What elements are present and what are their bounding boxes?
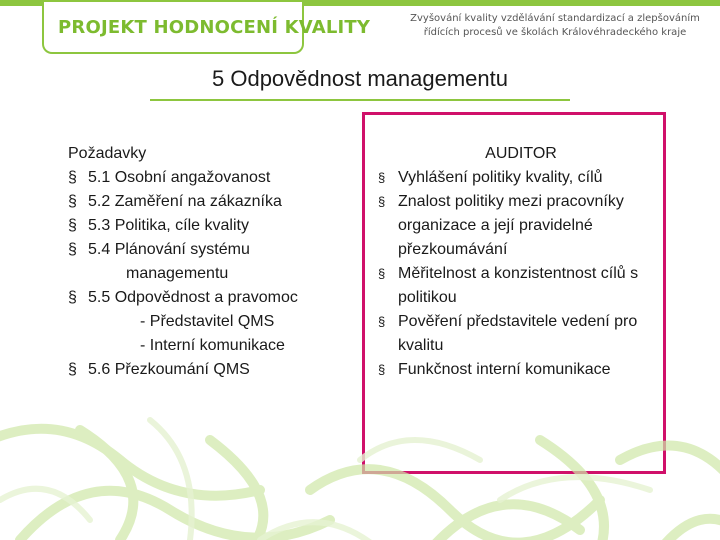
list-item [68,286,368,358]
bullet-icon: § [378,362,386,377]
project-logo [42,2,371,54]
list-item [376,358,666,382]
item-text: Měřitelnost a konzistentnost cílů s politikou [398,265,639,306]
list-item [376,166,666,190]
bullet-icon: § [68,217,77,234]
bullet-icon: § [378,314,386,329]
item-text: 5.6 Přezkoumání QMS [88,361,250,378]
bullet-icon: § [68,169,77,186]
auditor-list [376,166,666,382]
list-item [376,310,666,358]
item-text: Funkčnost interní komunikace [398,361,611,378]
title-underline [150,99,570,101]
requirements-list [68,166,368,382]
bullet-icon: § [68,361,77,378]
requirements-column [68,142,368,382]
slide-title: 5 Odpovědnost managementu [212,66,508,91]
item-text: 5.1 Osobní angažovanost [88,169,271,186]
header-tagline: Zvyšování kvality vzdělávání standardizací a zlepšováním řídících procesů ve školách Královéhradeckého kraje [410,13,700,38]
item-text: Vyhlášení politiky kvality, cílů [398,169,603,186]
header [0,0,720,62]
logo-text: PROJEKT HODNOCENÍ KVALITY [58,17,371,38]
bullet-icon: § [378,170,386,185]
bullet-icon: § [68,193,77,210]
list-item [68,166,368,190]
item-continuation: managementu [126,265,229,282]
bullet-icon: § [378,194,386,209]
item-text: 5.4 Plánování systému [88,241,250,258]
item-text: 5.2 Zaměření na zákazníka [88,193,282,210]
list-item [68,358,368,382]
bullet-icon: § [68,289,77,306]
auditor-heading: AUDITOR [485,145,557,162]
list-item [68,190,368,214]
decorative-pattern [0,400,720,540]
auditor-column [376,142,666,382]
item-text: Pověření představitele vedení pro kvalitu [398,313,638,354]
list-item [376,190,666,262]
list-item [68,238,368,286]
sub-item: - Interní komunikace [140,337,285,354]
item-text: 5.3 Politika, cíle kvality [88,217,249,234]
sub-item: - Představitel QMS [140,313,275,330]
requirements-heading: Požadavky [68,145,147,162]
item-text: Znalost politiky mezi pracovníky organizace a její pravidelné přezkoumávání [398,193,624,258]
list-item [68,214,368,238]
list-item [376,262,666,310]
item-text: 5.5 Odpovědnost a pravomoc [88,289,298,306]
bullet-icon: § [68,241,77,258]
bullet-icon: § [378,266,386,281]
